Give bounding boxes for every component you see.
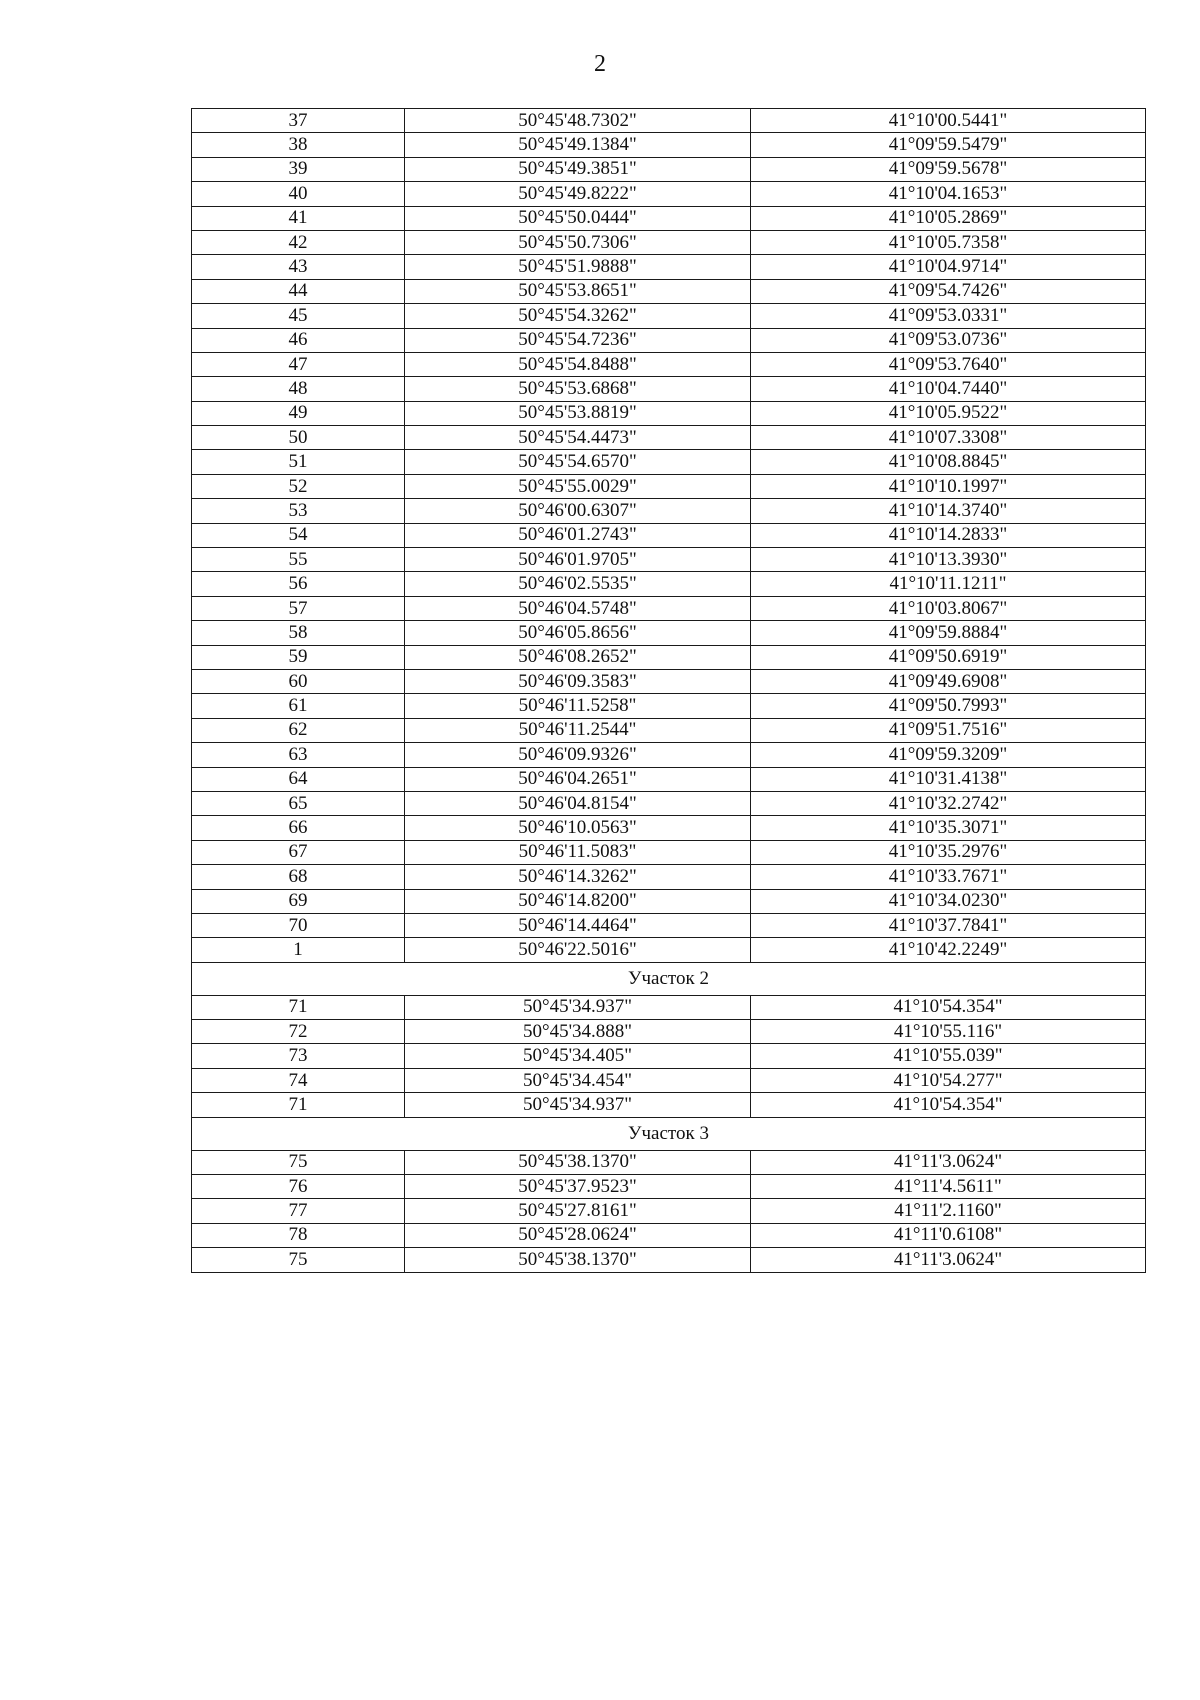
table-row (192, 1093, 1146, 1117)
table-row (192, 669, 1146, 693)
latitude-cell: 50°45'53.8819" (405, 401, 751, 425)
table-row (192, 1199, 1146, 1223)
section-header-row (192, 962, 1146, 995)
point-number-cell: 71 (192, 995, 405, 1019)
latitude-cell: 50°45'27.8161" (405, 1199, 751, 1223)
point-number-cell: 60 (192, 669, 405, 693)
point-number-cell: 49 (192, 401, 405, 425)
point-number-cell: 41 (192, 206, 405, 230)
latitude-cell: 50°45'49.8222" (405, 182, 751, 206)
latitude-cell: 50°45'37.9523" (405, 1175, 751, 1199)
table-row (192, 182, 1146, 206)
point-number-cell: 37 (192, 109, 405, 133)
table-row (192, 596, 1146, 620)
latitude-cell: 50°45'53.8651" (405, 279, 751, 303)
point-number-cell: 71 (192, 1093, 405, 1117)
longitude-cell: 41°10'05.7358" (751, 230, 1146, 254)
point-number-cell: 56 (192, 572, 405, 596)
longitude-cell: 41°10'13.3930" (751, 548, 1146, 572)
table-row (192, 791, 1146, 815)
point-number-cell: 50 (192, 426, 405, 450)
latitude-cell: 50°45'28.0624" (405, 1223, 751, 1247)
table-row (192, 816, 1146, 840)
longitude-cell: 41°09'53.7640" (751, 352, 1146, 376)
latitude-cell: 50°46'11.5083" (405, 840, 751, 864)
longitude-cell: 41°09'53.0736" (751, 328, 1146, 352)
point-number-cell: 76 (192, 1175, 405, 1199)
longitude-cell: 41°11'3.0624" (751, 1248, 1146, 1272)
latitude-cell: 50°46'09.9326" (405, 743, 751, 767)
latitude-cell: 50°45'50.7306" (405, 230, 751, 254)
longitude-cell: 41°10'05.2869" (751, 206, 1146, 230)
section-header-row (192, 1117, 1146, 1150)
table-row (192, 328, 1146, 352)
point-number-cell: 45 (192, 304, 405, 328)
longitude-cell: 41°10'07.3308" (751, 426, 1146, 450)
longitude-cell: 41°10'05.9522" (751, 401, 1146, 425)
latitude-cell: 50°46'09.3583" (405, 669, 751, 693)
point-number-cell: 74 (192, 1068, 405, 1092)
point-number-cell: 67 (192, 840, 405, 864)
longitude-cell: 41°10'35.2976" (751, 840, 1146, 864)
longitude-cell: 41°10'54.354" (751, 995, 1146, 1019)
table-row (192, 109, 1146, 133)
longitude-cell: 41°10'03.8067" (751, 596, 1146, 620)
longitude-cell: 41°11'4.5611" (751, 1175, 1146, 1199)
point-number-cell: 44 (192, 279, 405, 303)
latitude-cell: 50°46'04.5748" (405, 596, 751, 620)
table-row (192, 1248, 1146, 1272)
latitude-cell: 50°46'14.4464" (405, 913, 751, 937)
longitude-cell: 41°10'08.8845" (751, 450, 1146, 474)
point-number-cell: 65 (192, 791, 405, 815)
coordinates-table-body (192, 109, 1146, 1273)
longitude-cell: 41°11'3.0624" (751, 1150, 1146, 1174)
longitude-cell: 41°10'55.116" (751, 1020, 1146, 1044)
latitude-cell: 50°45'48.7302" (405, 109, 751, 133)
latitude-cell: 50°45'49.3851" (405, 157, 751, 181)
latitude-cell: 50°46'04.8154" (405, 791, 751, 815)
latitude-cell: 50°45'34.888" (405, 1020, 751, 1044)
table-row (192, 1020, 1146, 1044)
table-row (192, 1223, 1146, 1247)
point-number-cell: 1 (192, 938, 405, 962)
point-number-cell: 47 (192, 352, 405, 376)
latitude-cell: 50°46'08.2652" (405, 645, 751, 669)
latitude-cell: 50°46'10.0563" (405, 816, 751, 840)
longitude-cell: 41°10'54.354" (751, 1093, 1146, 1117)
point-number-cell: 73 (192, 1044, 405, 1068)
latitude-cell: 50°45'54.3262" (405, 304, 751, 328)
latitude-cell: 50°46'01.9705" (405, 548, 751, 572)
latitude-cell: 50°46'14.8200" (405, 889, 751, 913)
point-number-cell: 53 (192, 499, 405, 523)
point-number-cell: 52 (192, 474, 405, 498)
latitude-cell: 50°46'11.2544" (405, 718, 751, 742)
table-row (192, 938, 1146, 962)
table-row (192, 767, 1146, 791)
latitude-cell: 50°46'22.5016" (405, 938, 751, 962)
longitude-cell: 41°09'59.8884" (751, 621, 1146, 645)
table-row (192, 157, 1146, 181)
longitude-cell: 41°09'59.5479" (751, 133, 1146, 157)
table-row (192, 401, 1146, 425)
latitude-cell: 50°46'11.5258" (405, 694, 751, 718)
point-number-cell: 75 (192, 1150, 405, 1174)
table-row (192, 255, 1146, 279)
longitude-cell: 41°10'11.1211" (751, 572, 1146, 596)
latitude-cell: 50°45'54.6570" (405, 450, 751, 474)
table-row (192, 279, 1146, 303)
latitude-cell: 50°45'38.1370" (405, 1150, 751, 1174)
point-number-cell: 40 (192, 182, 405, 206)
table-row (192, 230, 1146, 254)
longitude-cell: 41°10'10.1997" (751, 474, 1146, 498)
table-row (192, 840, 1146, 864)
latitude-cell: 50°46'14.3262" (405, 865, 751, 889)
coordinates-table (191, 108, 1146, 1273)
table-row (192, 304, 1146, 328)
longitude-cell: 41°09'49.6908" (751, 669, 1146, 693)
table-row (192, 548, 1146, 572)
table-row (192, 1044, 1146, 1068)
longitude-cell: 41°10'34.0230" (751, 889, 1146, 913)
longitude-cell: 41°11'2.1160" (751, 1199, 1146, 1223)
table-row (192, 621, 1146, 645)
table-row (192, 694, 1146, 718)
latitude-cell: 50°45'34.454" (405, 1068, 751, 1092)
point-number-cell: 78 (192, 1223, 405, 1247)
latitude-cell: 50°46'04.2651" (405, 767, 751, 791)
point-number-cell: 51 (192, 450, 405, 474)
latitude-cell: 50°45'34.937" (405, 995, 751, 1019)
table-row (192, 377, 1146, 401)
longitude-cell: 41°10'14.2833" (751, 523, 1146, 547)
point-number-cell: 64 (192, 767, 405, 791)
latitude-cell: 50°46'01.2743" (405, 523, 751, 547)
table-row (192, 474, 1146, 498)
longitude-cell: 41°09'51.7516" (751, 718, 1146, 742)
point-number-cell: 55 (192, 548, 405, 572)
longitude-cell: 41°09'54.7426" (751, 279, 1146, 303)
point-number-cell: 48 (192, 377, 405, 401)
longitude-cell: 41°10'04.1653" (751, 182, 1146, 206)
longitude-cell: 41°10'31.4138" (751, 767, 1146, 791)
table-row (192, 1175, 1146, 1199)
point-number-cell: 58 (192, 621, 405, 645)
table-row (192, 1068, 1146, 1092)
latitude-cell: 50°46'00.6307" (405, 499, 751, 523)
longitude-cell: 41°11'0.6108" (751, 1223, 1146, 1247)
longitude-cell: 41°10'04.7440" (751, 377, 1146, 401)
longitude-cell: 41°10'14.3740" (751, 499, 1146, 523)
longitude-cell: 41°10'04.9714" (751, 255, 1146, 279)
table-row (192, 352, 1146, 376)
table-row (192, 1150, 1146, 1174)
longitude-cell: 41°09'50.7993" (751, 694, 1146, 718)
table-row (192, 645, 1146, 669)
table-row (192, 523, 1146, 547)
latitude-cell: 50°45'34.937" (405, 1093, 751, 1117)
longitude-cell: 41°09'59.5678" (751, 157, 1146, 181)
longitude-cell: 41°09'59.3209" (751, 743, 1146, 767)
point-number-cell: 69 (192, 889, 405, 913)
latitude-cell: 50°45'34.405" (405, 1044, 751, 1068)
latitude-cell: 50°45'51.9888" (405, 255, 751, 279)
table-row (192, 426, 1146, 450)
point-number-cell: 38 (192, 133, 405, 157)
latitude-cell: 50°45'50.0444" (405, 206, 751, 230)
table-row (192, 995, 1146, 1019)
longitude-cell: 41°10'32.2742" (751, 791, 1146, 815)
point-number-cell: 54 (192, 523, 405, 547)
longitude-cell: 41°10'33.7671" (751, 865, 1146, 889)
longitude-cell: 41°10'42.2249" (751, 938, 1146, 962)
point-number-cell: 75 (192, 1248, 405, 1272)
table-row (192, 913, 1146, 937)
table-row (192, 718, 1146, 742)
longitude-cell: 41°10'54.277" (751, 1068, 1146, 1092)
longitude-cell: 41°09'53.0331" (751, 304, 1146, 328)
latitude-cell: 50°45'49.1384" (405, 133, 751, 157)
table-row (192, 865, 1146, 889)
latitude-cell: 50°45'38.1370" (405, 1248, 751, 1272)
point-number-cell: 66 (192, 816, 405, 840)
point-number-cell: 72 (192, 1020, 405, 1044)
latitude-cell: 50°45'54.8488" (405, 352, 751, 376)
table-row (192, 499, 1146, 523)
table-row (192, 889, 1146, 913)
point-number-cell: 68 (192, 865, 405, 889)
latitude-cell: 50°45'54.4473" (405, 426, 751, 450)
point-number-cell: 46 (192, 328, 405, 352)
section-title: Участок 2 (192, 962, 1146, 995)
point-number-cell: 59 (192, 645, 405, 669)
point-number-cell: 57 (192, 596, 405, 620)
latitude-cell: 50°46'05.8656" (405, 621, 751, 645)
latitude-cell: 50°46'02.5535" (405, 572, 751, 596)
latitude-cell: 50°45'55.0029" (405, 474, 751, 498)
section-title: Участок 3 (192, 1117, 1146, 1150)
point-number-cell: 39 (192, 157, 405, 181)
table-row (192, 206, 1146, 230)
point-number-cell: 63 (192, 743, 405, 767)
table-row (192, 743, 1146, 767)
point-number-cell: 42 (192, 230, 405, 254)
table-row (192, 450, 1146, 474)
table-row (192, 133, 1146, 157)
longitude-cell: 41°10'35.3071" (751, 816, 1146, 840)
point-number-cell: 43 (192, 255, 405, 279)
latitude-cell: 50°45'53.6868" (405, 377, 751, 401)
point-number-cell: 62 (192, 718, 405, 742)
page-number: 2 (594, 51, 606, 77)
point-number-cell: 61 (192, 694, 405, 718)
longitude-cell: 41°10'37.7841" (751, 913, 1146, 937)
latitude-cell: 50°45'54.7236" (405, 328, 751, 352)
longitude-cell: 41°10'55.039" (751, 1044, 1146, 1068)
longitude-cell: 41°09'50.6919" (751, 645, 1146, 669)
point-number-cell: 77 (192, 1199, 405, 1223)
table-row (192, 572, 1146, 596)
point-number-cell: 70 (192, 913, 405, 937)
longitude-cell: 41°10'00.5441" (751, 109, 1146, 133)
